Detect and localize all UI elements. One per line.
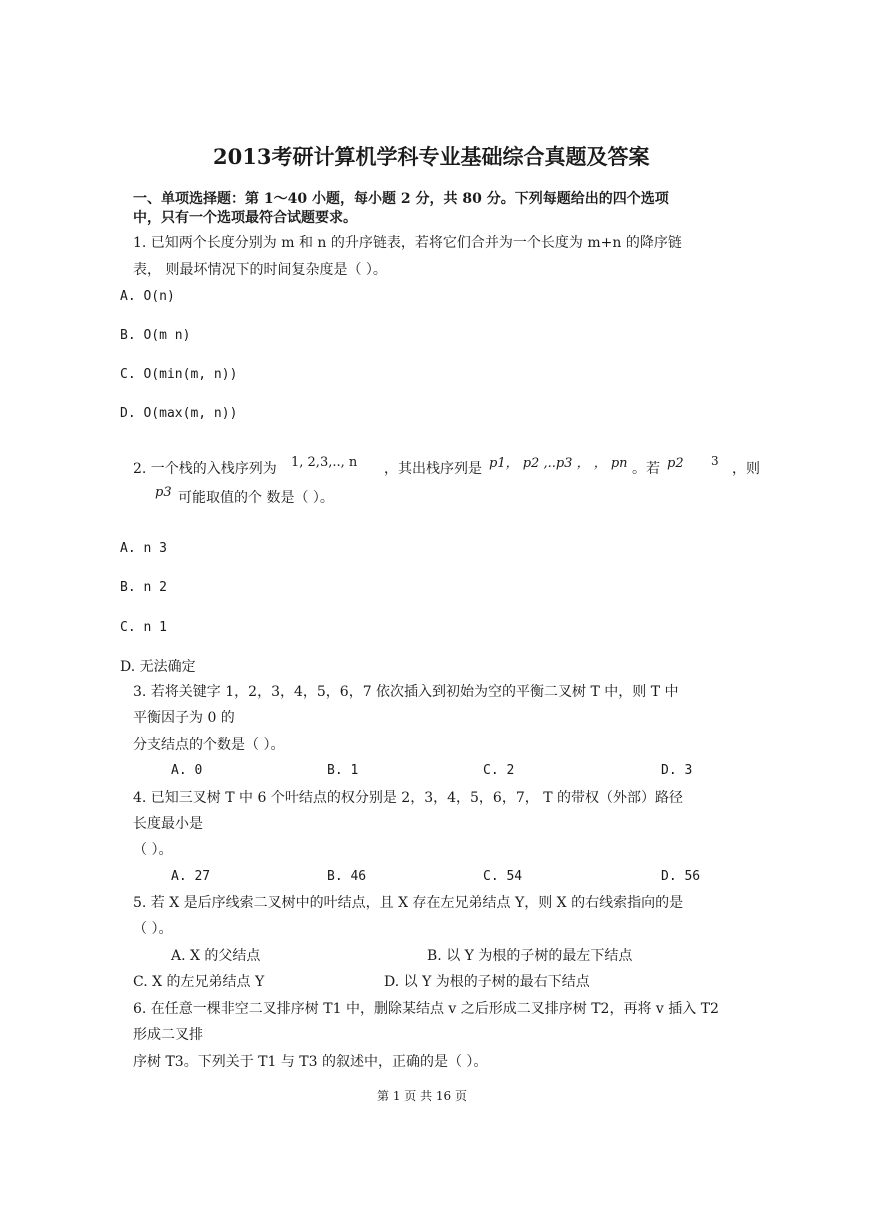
q4-option-c: C. 54 bbox=[483, 869, 523, 884]
q5-stem-cont: （ ）。 bbox=[133, 921, 173, 937]
q4-option-a: A. 27 bbox=[171, 869, 211, 884]
q1-option-c: C. O(min(m, n)) bbox=[120, 367, 238, 382]
q2-option-d: D. 无法确定 bbox=[120, 659, 196, 675]
q2-stem-if: 。若 bbox=[632, 461, 660, 477]
q2-p3-symbol: p3 bbox=[155, 485, 172, 500]
document-title: 2013考研计算机学科专业基础综合真题及答案 bbox=[213, 144, 650, 169]
q1-option-d: D. O(max(m, n)) bbox=[120, 406, 238, 421]
q2-condition-value: 3 bbox=[711, 454, 719, 468]
q4-stem-cont: 长度最小是 bbox=[133, 816, 203, 832]
q5-option-a: A. X 的父结点 bbox=[171, 948, 261, 964]
q2-p2-symbol: p2 bbox=[667, 456, 684, 471]
q2-stem-mid: ，其出栈序列是 bbox=[384, 461, 482, 477]
q6-stem-cont2: 序树 T3。下列关于 T1 与 T3 的叙述中，正确的是（ ）。 bbox=[133, 1054, 488, 1070]
q1-stem-cont: 表， 则最坏情况下的时间复杂度是（ ）。 bbox=[133, 262, 387, 278]
q3-stem-cont: 平衡因子为 0 的 bbox=[133, 710, 235, 726]
q1-stem: 1. 已知两个长度分别为 m 和 n 的升序链表，若将它们合并为一个长度为 m+n 的降序链 bbox=[133, 235, 682, 251]
q2-option-c: C. n 1 bbox=[120, 620, 167, 635]
q2-output-sequence: p1， p2 ,..p3 ， ， pn bbox=[489, 456, 628, 471]
q5-option-b: B. 以 Y 为根的子树的最左下结点 bbox=[427, 948, 633, 964]
q3-stem-cont2: 分支结点的个数是（ ）。 bbox=[133, 737, 285, 753]
q1-option-b: B. O(m n) bbox=[120, 328, 191, 343]
q5-option-c: C. X 的左兄弟结点 Y bbox=[133, 974, 265, 990]
q3-option-a: A. 0 bbox=[171, 763, 203, 778]
q5-stem: 5. 若 X 是后序线索二叉树中的叶结点，且 X 存在左兄弟结点 Y，则 X 的右线索指向的是 bbox=[133, 895, 684, 911]
q3-stem: 3. 若将关键字 1，2，3，4，5，6，7 依次插入到初始为空的平衡二叉树 T 中，则 T 中 bbox=[133, 684, 679, 700]
q4-option-b: B. 46 bbox=[327, 869, 367, 884]
page-footer: 第 1 页 共 16 页 bbox=[377, 1089, 467, 1103]
q3-option-d: D. 3 bbox=[661, 763, 693, 778]
q2-input-sequence: 1, 2,3,.., n bbox=[291, 455, 358, 470]
q2-option-b: B. n 2 bbox=[120, 580, 167, 595]
q4-stem: 4. 已知三叉树 T 中 6 个叶结点的权分别是 2，3，4，5，6，7， T 的带权（外部）路径 bbox=[133, 790, 683, 806]
q6-stem-cont: 形成二叉排 bbox=[133, 1027, 203, 1043]
q2-option-a: A. n 3 bbox=[120, 541, 167, 556]
q6-stem: 6. 在任意一棵非空二叉排序树 T1 中，删除某结点 v 之后形成二叉排序树 T2，再将 v 插入 T2 bbox=[133, 1001, 719, 1017]
q5-option-d: D. 以 Y 为根的子树的最右下结点 bbox=[384, 974, 590, 990]
q2-stem-then: ，则 bbox=[732, 461, 760, 477]
q2-stem-cont: 可能取值的个 数是（ ）。 bbox=[178, 490, 334, 506]
section-heading-cont: 中，只有一个选项最符合试题要求。 bbox=[133, 210, 357, 226]
q4-option-d: D. 56 bbox=[661, 869, 701, 884]
q2-stem: 2. 一个栈的入栈序列为 bbox=[133, 461, 277, 477]
q3-option-c: C. 2 bbox=[483, 763, 515, 778]
q1-option-a: A. O(n) bbox=[120, 289, 175, 304]
q4-stem-cont2: （ ）。 bbox=[133, 842, 173, 858]
section-heading: 一、单项选择题：第 1～40 小题，每小题 2 分，共 80 分。下列每题给出的四个选项 bbox=[133, 191, 669, 207]
q3-option-b: B. 1 bbox=[327, 763, 359, 778]
